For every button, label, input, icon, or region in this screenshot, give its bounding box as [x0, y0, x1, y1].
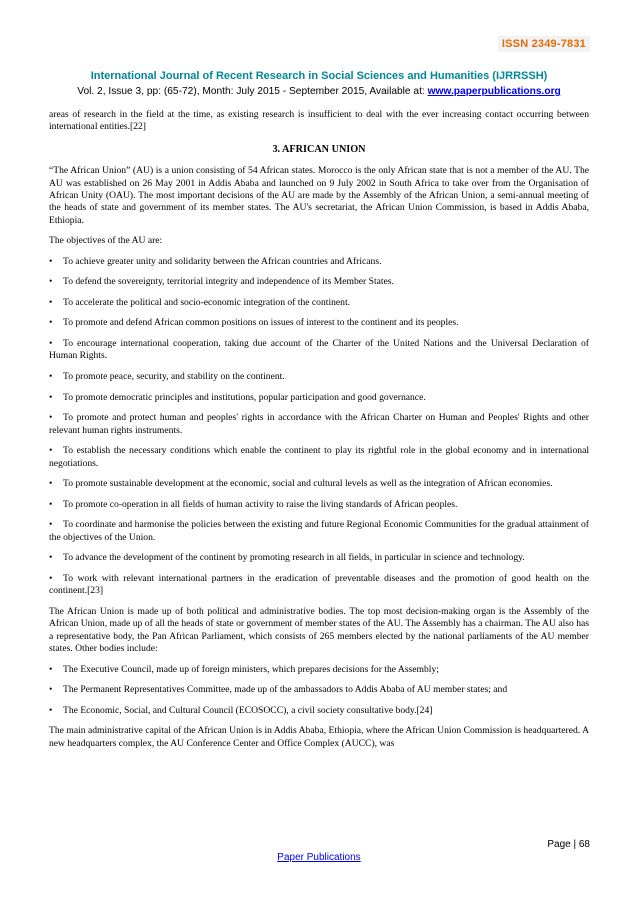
page-number: Page | 68	[547, 839, 590, 850]
bullet-icon: •	[49, 519, 53, 531]
bullet-icon: •	[49, 338, 53, 350]
list-item: • The Executive Council, made up of foreign ministers, which prepares decisions for the Assembly;	[49, 663, 439, 675]
bodies-list	[49, 664, 589, 718]
objectives-intro: The objectives of the AU are:	[49, 235, 163, 247]
bullet-icon: •	[49, 704, 53, 716]
volume-issue-text: Vol. 2, Issue 3, pp: (65-72), Month: July 2015 - September 2015, Available at:	[77, 86, 428, 97]
list-item: • The Economic, Social, and Cultural Council (ECOSOCC), a civil society consultative body.[24]	[49, 704, 433, 716]
bullet-icon: •	[49, 296, 53, 308]
list-item: • To promote and protect human and peoples' rights in accordance with the African Charter on Human and Peoples' Rights and other relevant human rights instruments.	[49, 412, 589, 436]
journal-website-link[interactable]: www.paperpublications.org	[427, 86, 561, 97]
bullet-icon: •	[49, 276, 53, 288]
publisher-link[interactable]: Paper Publications	[277, 852, 361, 863]
list-item: • The Permanent Representatives Committee, made up of the ambassadors to Addis Ababa of AU member states; and	[49, 684, 508, 696]
au-paragraph: “The African Union” (AU) is a union consisting of 54 African states. Morocco is the only African state that is not a member of the AU. The AU was established on 26 May 2001 in Addis Ababa and launched on 9 July 2002 in South Africa to take over from the Organisation of African Unity (OAU). The most important decisions of the AU are made by the Assembly of the African Union, a semi-annual meeting of the heads of state and government of its member states. The AU's secretariat, the African Union Commission, is based in Addis Ababa, Ethiopia.	[49, 165, 589, 226]
bullet-icon: •	[49, 573, 53, 584]
list-item: • To promote sustainable development at the economic, social and cultural levels as well as the integration of African economies.	[49, 478, 553, 490]
list-item: • To establish the necessary conditions which enable the continent to play its rightful role in the global economy and in international negotiations.	[49, 445, 589, 469]
list-item: • To coordinate and harmonise the policies between the existing and future Regional Economic Communities for the gradual attainment of the objectives of the Union.	[49, 519, 589, 543]
bullet-icon: •	[49, 371, 53, 383]
list-item: • To work with relevant international partners in the eradication of preventable diseases and the promotion of good health on the continent.[23]	[49, 573, 589, 597]
bullet-icon: •	[49, 552, 53, 564]
capital-paragraph: The main administrative capital of the African Union is in Addis Ababa, Ethiopia, where the African Union Commission is headquartered. A new headquarters complex, the AU Conference Center and Office Complex (AUCC), was	[49, 725, 589, 749]
intro-paragraph: areas of research in the field at the time, as existing research is insufficient to deal with the ever increasing contact occurring between international entities.[22]	[49, 109, 589, 133]
section-heading: 3. AFRICAN UNION	[272, 143, 366, 155]
list-item: • To defend the sovereignty, territorial integrity and independence of its Member States.	[49, 276, 394, 288]
bullet-icon: •	[49, 684, 53, 696]
issn-label: ISSN 2349-7831	[498, 36, 590, 52]
list-item: • To accelerate the political and socio-economic integration of the continent.	[49, 296, 351, 308]
bullet-icon: •	[49, 478, 53, 490]
list-item: • To promote peace, security, and stability on the continent.	[49, 371, 285, 383]
journal-volume-info	[0, 86, 638, 97]
journal-title: International Journal of Recent Research in Social Sciences and Humanities (IJRRSSH)	[90, 70, 548, 82]
article-body	[49, 109, 589, 758]
list-item: • To promote co-operation in all fields of human activity to raise the living standards of African peoples.	[49, 498, 458, 510]
issn-box	[498, 34, 590, 52]
bullet-icon: •	[49, 445, 53, 457]
list-item: • To promote and defend African common positions on issues of interest to the continent and its peoples.	[49, 317, 459, 329]
bullet-icon: •	[49, 391, 53, 403]
list-item: • To achieve greater unity and solidarity between the African countries and Africans.	[49, 255, 382, 267]
bullet-icon: •	[49, 412, 53, 424]
list-item: • To encourage international cooperation, taking due account of the Charter of the United Nations and the Universal Declaration of Human Rights.	[49, 338, 589, 362]
bullet-icon: •	[49, 663, 53, 675]
list-item: • To promote democratic principles and institutions, popular participation and good governance.	[49, 391, 426, 403]
bullet-icon: •	[49, 317, 53, 329]
bullet-icon: •	[49, 498, 53, 510]
objectives-list	[49, 256, 589, 598]
structure-paragraph: The African Union is made up of both political and administrative bodies. The top most decision-making organ is the Assembly of the African Union, made up of all the heads of state or government of member states of the AU. The Assembly has a chairman. The AU also has a representative body, the Pan African Parliament, which consists of 265 members elected by the national parliaments of the AU member states. Other bodies include:	[49, 606, 589, 655]
list-item: • To advance the development of the continent by promoting research in all fields, in particular in science and technology.	[49, 552, 525, 564]
bullet-icon: •	[49, 255, 53, 267]
